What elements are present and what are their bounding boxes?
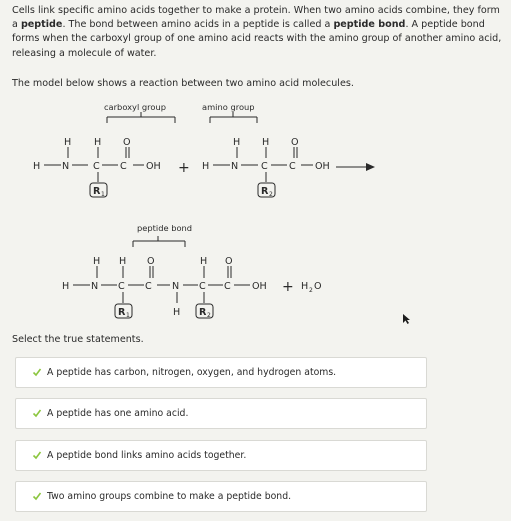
- amino-group-label: amino group: [202, 102, 255, 112]
- atom: H: [202, 161, 210, 172]
- atom: H: [93, 256, 101, 267]
- atom: H: [262, 137, 270, 148]
- r1-group: R: [93, 186, 101, 197]
- r2-group: R: [261, 186, 269, 197]
- atom: N: [172, 281, 180, 292]
- intro-text-1: Cells link specific amino acids together to make a protein. When two amino acids combine, they form a: [12, 5, 500, 31]
- atom: C: [120, 161, 127, 172]
- atom: C: [199, 281, 206, 292]
- checkmark-icon: [32, 367, 42, 377]
- checkmark-icon: [32, 450, 42, 460]
- atom: H: [119, 256, 127, 267]
- atom: C: [118, 281, 125, 292]
- intro-text-3: . A peptide bond forms when the carboxyl group of one amino acid reacts with the amino group of another amino acid, releasing a molecule of water.: [12, 19, 502, 59]
- answer-option[interactable]: [15, 440, 427, 471]
- question-prompt: Select the true statements.: [12, 334, 144, 345]
- carboxyl-group-label: carboxyl group: [104, 102, 167, 112]
- product-r1-group: R: [118, 307, 126, 318]
- plus-sign: +: [282, 279, 294, 295]
- water-subscript: 2: [309, 287, 313, 294]
- atom: OH: [252, 281, 267, 292]
- r2-subscript: 2: [269, 191, 273, 198]
- atom: H: [62, 281, 70, 292]
- product-r2-subscript: 2: [207, 312, 211, 319]
- answer-option-label: Two amino groups combine to make a peptide bond.: [47, 491, 292, 502]
- intro-bold-peptide-bond: peptide bond: [333, 19, 406, 31]
- atom: OH: [315, 161, 330, 172]
- atom: C: [224, 281, 231, 292]
- product-r1-subscript: 1: [126, 312, 130, 319]
- atom: O: [123, 137, 131, 148]
- model-description: The model below shows a reaction between two amino acid molecules.: [12, 78, 354, 89]
- atom: N: [91, 281, 99, 292]
- plus-sign: +: [178, 160, 190, 176]
- answer-option[interactable]: [15, 357, 427, 388]
- answer-option[interactable]: [15, 481, 427, 512]
- mouse-pointer-icon: [402, 313, 412, 325]
- r1-subscript: 1: [101, 191, 105, 198]
- atom: H: [94, 137, 102, 148]
- product-r2-group: R: [199, 307, 207, 318]
- atom: H: [33, 161, 41, 172]
- intro-bold-peptide: peptide: [20, 19, 63, 31]
- atom: C: [261, 161, 268, 172]
- atom: H: [173, 307, 181, 318]
- checkmark-icon: [32, 408, 42, 418]
- atom: H: [200, 256, 208, 267]
- atom: OH: [146, 161, 161, 172]
- atom: N: [231, 161, 239, 172]
- intro-text-2: . The bond between amino acids in a peptide is called a: [62, 19, 334, 31]
- atom: C: [93, 161, 100, 172]
- atom: C: [289, 161, 296, 172]
- answer-option-label: A peptide has carbon, nitrogen, oxygen, and hydrogen atoms.: [47, 367, 337, 378]
- atom: N: [62, 161, 70, 172]
- water-h: H: [301, 281, 309, 292]
- peptide-bond-label: peptide bond: [137, 223, 193, 233]
- answer-option[interactable]: [15, 398, 427, 429]
- checkmark-icon: [32, 491, 42, 501]
- answer-option-label: A peptide bond links amino acids together.: [47, 450, 247, 461]
- atom: H: [233, 137, 241, 148]
- water-o: O: [314, 281, 322, 292]
- answer-option-label: A peptide has one amino acid.: [47, 408, 189, 419]
- atom: O: [147, 256, 155, 267]
- atom: H: [64, 137, 72, 148]
- atom: O: [225, 256, 233, 267]
- atom: O: [291, 137, 299, 148]
- atom: C: [145, 281, 152, 292]
